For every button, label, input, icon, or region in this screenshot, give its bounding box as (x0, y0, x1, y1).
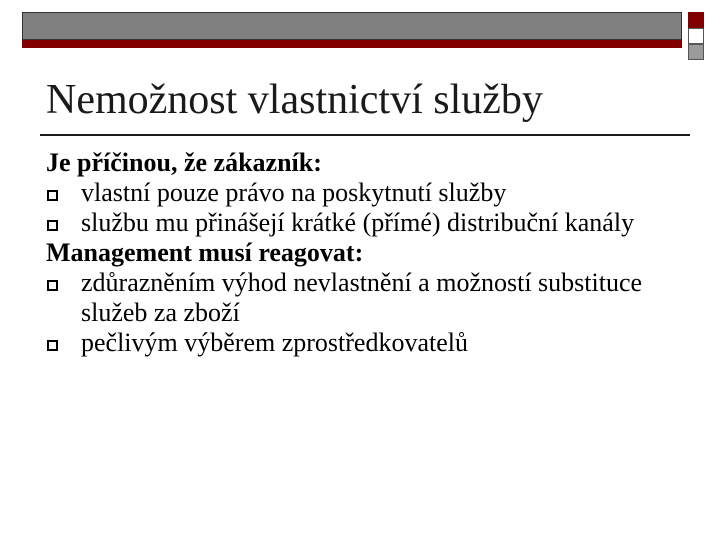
square-bullet-icon (47, 190, 58, 201)
bullet-item (46, 328, 686, 358)
header-decoration-bar (22, 12, 682, 48)
bullet-text: zdůrazněním výhod nevlastnění a možností substituce služeb za zboží (81, 268, 643, 327)
bullet-text: vlastní pouze právo na poskytnutí služby (81, 178, 507, 207)
bullet-text: službu mu přinášejí krátké (přímé) distribuční kanály (81, 208, 635, 237)
square-bullet-icon (47, 280, 58, 291)
bullet-item (46, 268, 686, 328)
square-bullet-icon (47, 220, 58, 231)
slide-title: Nemožnost vlastnictví služby (46, 77, 543, 123)
bullet-item (46, 208, 686, 238)
section-heading-management: Management musí reagovat: (46, 238, 364, 267)
header-decoration-frame (22, 12, 682, 40)
title-underline (40, 134, 690, 136)
square-bullet-icon (47, 340, 58, 351)
bullet-text: pečlivým výběrem zprostředkovatelů (81, 328, 468, 357)
corner-square-red (688, 12, 704, 28)
corner-decoration (688, 12, 704, 60)
corner-square-white (688, 28, 704, 44)
section-heading-cause: Je příčinou, že zákazník: (46, 148, 322, 177)
corner-square-gray (688, 44, 704, 60)
bullet-item (46, 178, 686, 208)
slide-content (46, 148, 686, 358)
